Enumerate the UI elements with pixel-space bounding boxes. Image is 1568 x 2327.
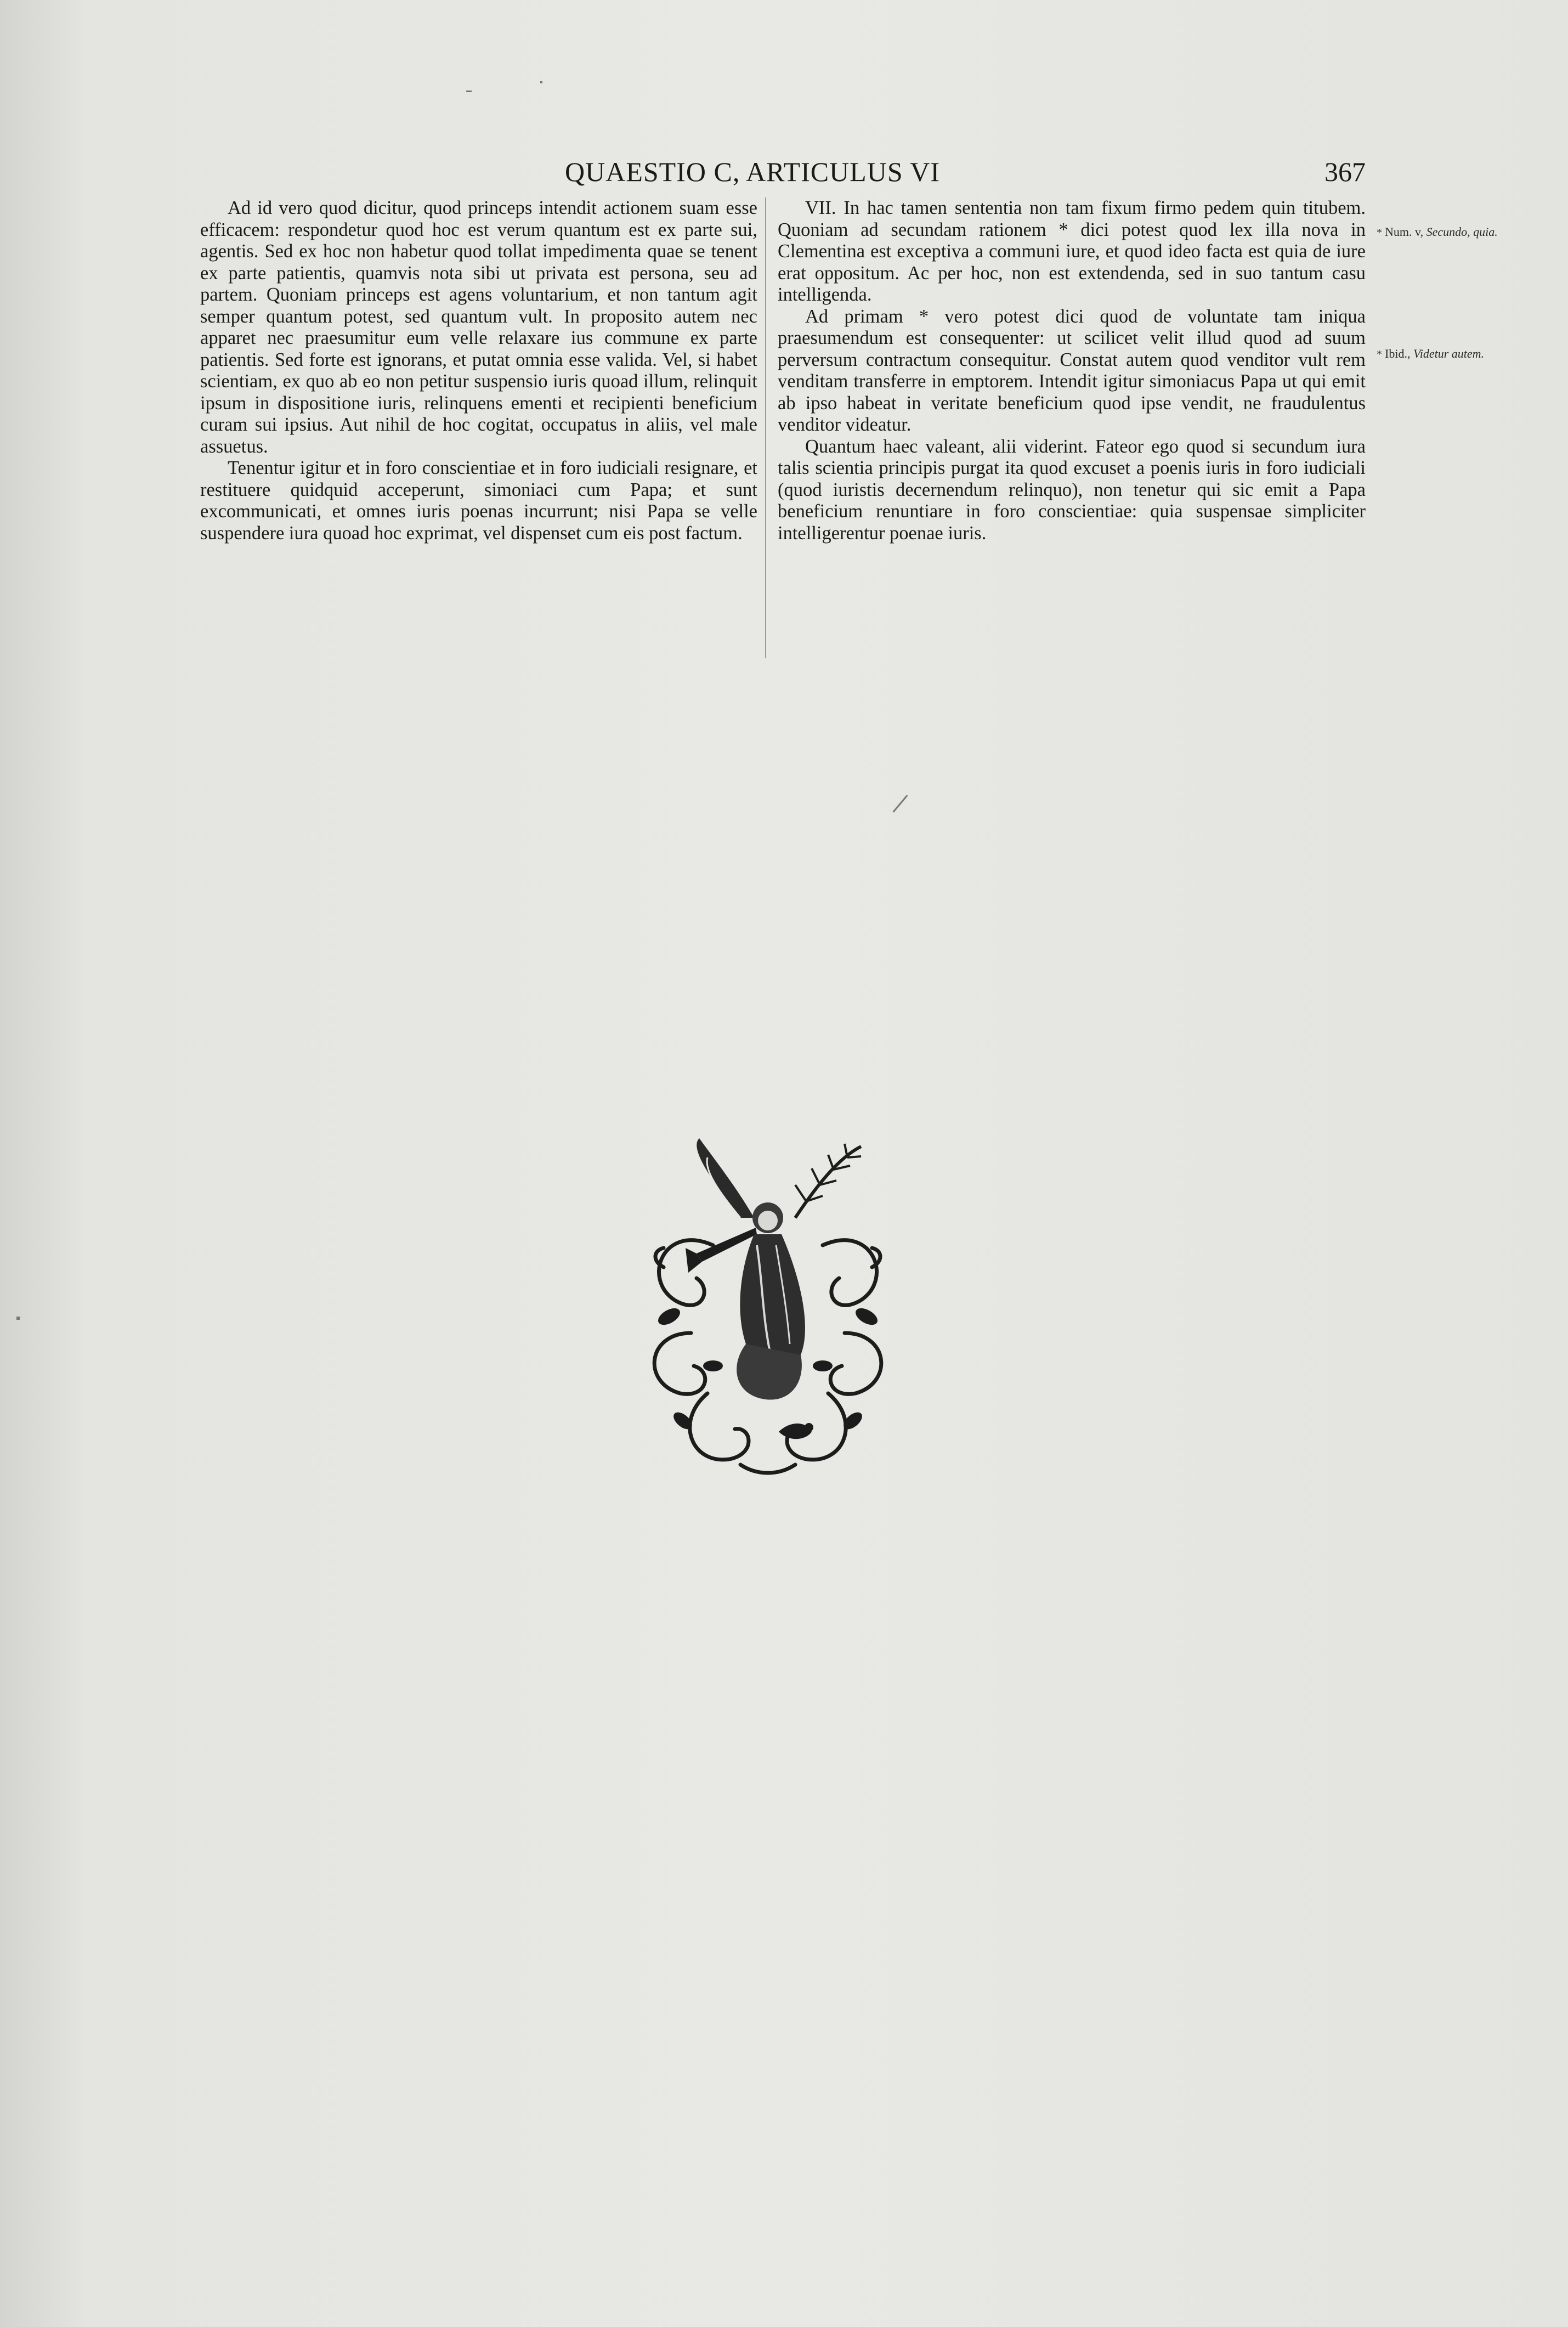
right-paragraph-1: VII. In hac tamen sententia non tam fixum firmo pedem quin titubem. Quoniam ad secundam rationem * dici potest quod lex illa nova in Clementina est exceptiva a communi iure, et quod ideo facta est quia de iure erat oppositum. Ac per hoc, non est extendenda, sed in suo tantum casu intelligenda. xyxy=(778,197,1366,305)
left-paragraph-1: Ad id vero quod dicitur, quod princeps intendit actionem suam esse efficacem: respondetur quod hoc est verum quantum est ex parte sui, agentis. Sed ex hoc non habetur quod tollat impedimenta quae se tenent ex parte patientis, quamvis nota sibi ut privata est persona, seu ad partem. Quoniam princeps est agens voluntarium, et non tantum agit semper quantum potest, sed quantum vult. In proposito autem nec apparet nec praesumitur eum velle relaxare ius commune ex parte patientis. Sed forte est ignorans, et putat omnia esse valida. Vel, si habet scientiam, ex quo ab eo non petitur suspensio iuris quoad illum, relinquit ipsum in dispositione iuris, relinquens ementi et recipienti beneficium curam sui ipsius. Aut nihil de hoc cogitat, occupatus in aliis, vel male assuetus. xyxy=(200,197,757,457)
print-speck xyxy=(892,795,908,813)
running-header-title: QUAESTIO C, ARTICULUS VI xyxy=(565,156,940,187)
margin-note-2-ref: Ibid., xyxy=(1385,347,1411,360)
margin-note-1-ref: Num. v, xyxy=(1385,225,1424,239)
margin-note-1-italic: Secundo, quia. xyxy=(1426,225,1498,239)
right-paragraph-3: Quantum haec valeant, alii viderint. Fateor ego quod si secundum iura talis scientia principis purgat ita quod excuset a poenis iuris in foro iudiciali (quod iuristis decernendum relinquo), non tenetur qui sic emit a Papa beneficium renuntiare in foro conscientiae: quia suspensae simpliciter intelligerentur poenae iuris. xyxy=(778,436,1366,544)
asterisk-icon: * xyxy=(1377,348,1385,360)
margin-note-1 xyxy=(1377,225,1503,240)
left-text-column xyxy=(200,197,757,544)
print-speck xyxy=(466,91,472,92)
right-paragraph-2: Ad primam * vero potest dici quod de voluntate tam iniqua praesumendum est consequenter: ut scilicet velit illud quod ad suum perversum contractum consequitur. Constat autem quod venditor vult rem venditam transferre in emptorem. Intendit igitur simoniacus Papa ut qui emit ab ipso habeat in veritate beneficium quod ipse vendit, ne fraudulentus venditor videatur. xyxy=(778,306,1366,435)
print-speck xyxy=(540,81,542,83)
column-divider xyxy=(765,197,766,658)
print-speck xyxy=(16,1317,20,1320)
right-text-column xyxy=(778,197,1366,544)
margin-note-2-italic: Videtur autem. xyxy=(1413,347,1485,360)
angel-with-trumpet-ornament-icon xyxy=(631,1136,905,1481)
page-number: 367 xyxy=(1324,156,1366,187)
asterisk-icon: * xyxy=(1377,227,1385,239)
left-paragraph-2: Tenentur igitur et in foro conscientiae et in foro iudiciali resignare, et restituere quidquid acceperunt, simoniaci cum Papa; et sunt excommunicati, et omnes iuris poenas incurrunt; nisi Papa se velle suspendere iura quoad hoc exprimat, vel dispenset cum eis post factum. xyxy=(200,458,757,544)
margin-note-2 xyxy=(1377,347,1503,362)
